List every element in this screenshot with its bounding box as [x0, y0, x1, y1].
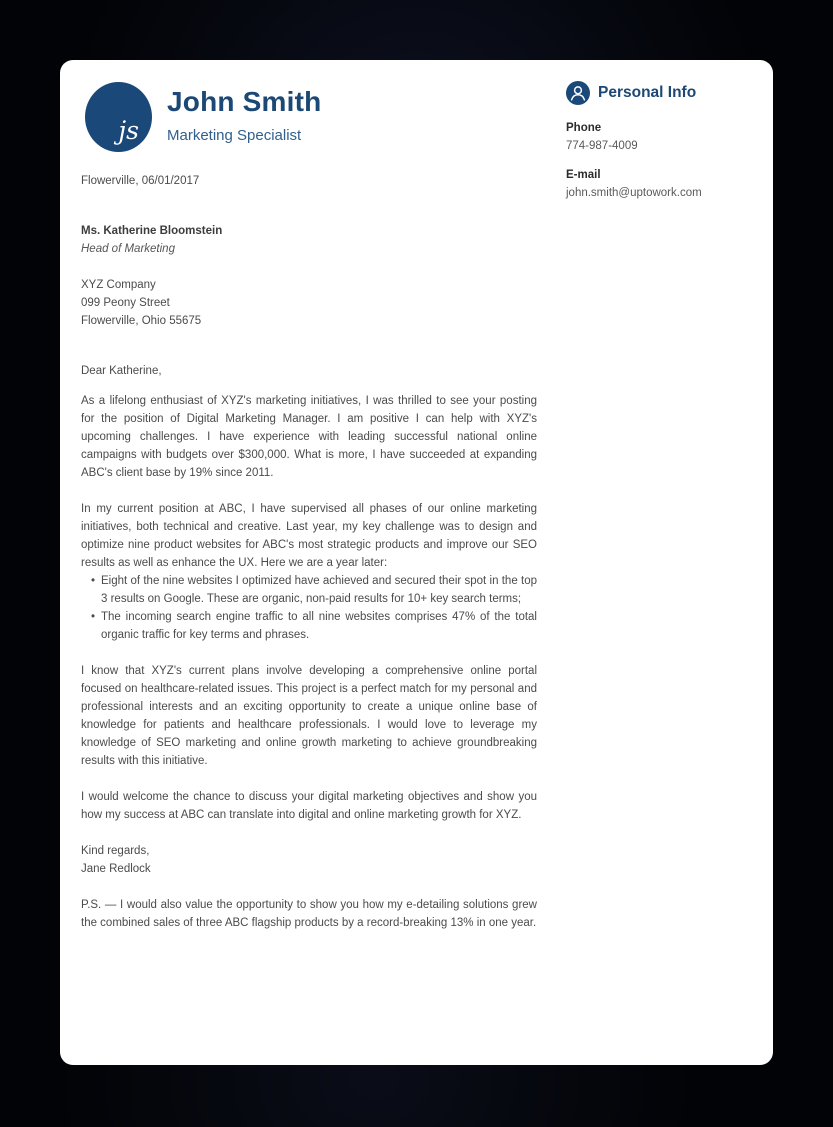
postscript: P.S. — I would also value the opportunity to show you how my e-detailing solutions grew the combined sales of three ABC flagship products by a record-breaking 13% in one year. [81, 899, 537, 929]
avatar [85, 82, 152, 152]
closing-line: Kind regards, [81, 845, 150, 857]
email-field [566, 166, 756, 202]
phone-field [566, 119, 756, 155]
recipient-company: XYZ Company [81, 279, 156, 291]
page-title-name: John Smith [167, 86, 322, 117]
recipient-title: Head of Marketing [81, 243, 175, 255]
recipient-block [81, 222, 537, 258]
letter-header [85, 82, 321, 152]
email-label: E-mail [566, 169, 601, 181]
signature-name: Jane Redlock [81, 863, 151, 875]
paragraph-current-position: In my current position at ABC, I have supervised all phases of our online marketing initiatives, both technical and creative. Last year, my key challenge was to design and optimize nine product websites for ABC's most strategic products and improve our SEO results as well as enhance the UX. Here we are a year later: [81, 503, 537, 569]
paragraph-call-to-action: I would welcome the chance to discuss your digital marketing objectives and show you how my success at ABC can translate into digital and online marketing growth for XYZ. [81, 791, 537, 821]
personal-info-heading [566, 81, 756, 105]
recipient-address-block [81, 276, 537, 330]
achievement-list [81, 572, 537, 644]
paragraph-intro: As a lifelong enthusiast of XYZ's marketing initiatives, I was thrilled to see your posting for the position of Digital Marketing Manager. I am positive I can help with XYZ's upcoming challenges. I have experience with leading successful national online campaigns with budgets over $300,000. What is more, I have succeeded at expanding ABC's client base by 19% since 2011. [81, 395, 537, 479]
date-line: Flowerville, 06/01/2017 [81, 175, 200, 187]
personal-info-section [566, 81, 756, 213]
job-title: Marketing Specialist [167, 127, 302, 144]
letter-body [81, 172, 537, 932]
list-item: • Eight of the nine websites I optimized have achieved and secured their spot in the top 3 results on Google. These are organic, non-paid results for 10+ key search terms; [91, 572, 537, 608]
closing-block [81, 842, 537, 878]
recipient-city: Flowerville, Ohio 55675 [81, 315, 202, 327]
person-icon [566, 81, 590, 105]
personal-info-title: Personal Info [598, 84, 697, 101]
recipient-name: Ms. Katherine Bloomstein [81, 225, 223, 237]
monogram-initials: js [118, 116, 139, 145]
personal-info-fields [566, 119, 756, 202]
list-item: • The incoming search engine traffic to all nine websites comprises 47% of the total organic traffic for key terms and phrases. [91, 608, 537, 644]
paragraph-company-plans: I know that XYZ's current plans involve developing a comprehensive online portal focused on healthcare-related issues. This project is a perfect match for my personal and professional interests and an exciting opportunity to create a unique online base of knowledge for patients and healthcare professionals. I would love to leverage my knowledge of SEO marketing and online growth marketing to achieve groundbreaking results with this initiative. [81, 665, 537, 767]
cover-letter-page [60, 60, 773, 1065]
phone-value: 774-987-4009 [566, 140, 638, 152]
name-block [167, 82, 321, 144]
phone-label: Phone [566, 122, 602, 134]
recipient-street: 099 Peony Street [81, 297, 170, 309]
salutation: Dear Katherine, [81, 365, 162, 377]
email-value: john.smith@uptowork.com [566, 187, 702, 199]
